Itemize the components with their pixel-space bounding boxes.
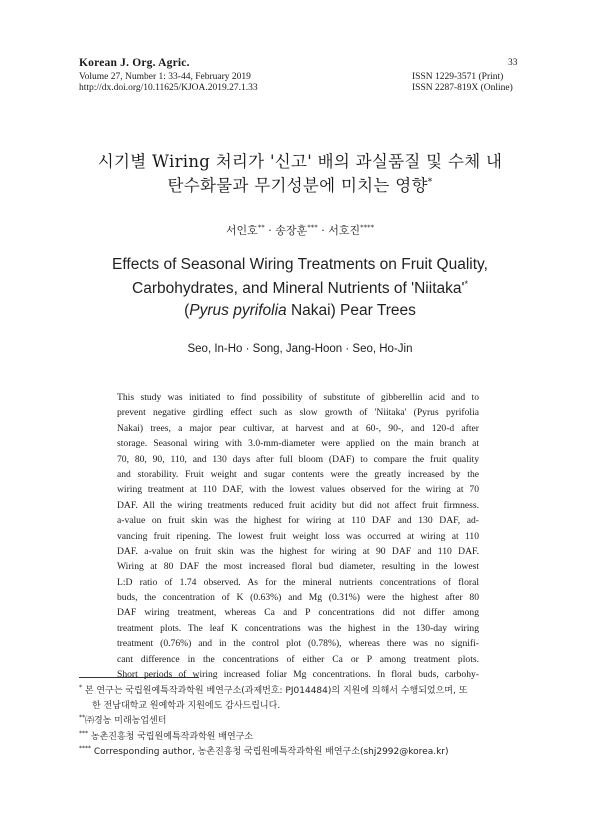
author-kr-3: 서호진	[328, 224, 361, 237]
footnote-affiliation-2	[79, 729, 253, 742]
title-english-line3	[40, 302, 560, 320]
author-kr-2: 송장훈	[275, 224, 308, 237]
abstract-line: and storability. Fruit weight and sugar contents were the greatly increased by the	[117, 468, 479, 480]
abstract-line: L:D ratio of 1.74 observed. As for the mineral nutrients concentrations of floral	[117, 576, 479, 588]
abstract-line: prevent negative girdling effect such as slow growth of 'Niitaka' (Pyrus pyrifolia	[117, 407, 479, 419]
author-kr-2-mark: ***	[307, 223, 318, 232]
abstract-line: 70, 80, 90, 110, and 130 days after full bloom (DAF) to compare the fruit quality	[117, 453, 479, 465]
footnote-funding-line1: 본 연구는 국립원예특작과학원 베연구소(과제번호: PJ014484)의 지원에 의해서 수행되었으며, 또	[84, 686, 468, 696]
title-english-mark: *	[464, 279, 468, 289]
abstract-line: DAF. a-value on fruit skin was the highest for wiring at 90 DAF and 110 DAF.	[117, 545, 479, 557]
abstract-line: DAF. All the wiring treatments reduced fruit acidity but did not affect fruit firmness.	[117, 499, 479, 511]
author-separator: ·	[321, 224, 325, 237]
page-number: 33	[508, 58, 518, 68]
abstract-line: DAF wiring treatment, whereas Ca and P concentrations did not differ among	[117, 607, 479, 619]
title-korean-line2-text: 탄수화물과 무기성분에 미치는 영향	[167, 176, 428, 195]
abstract-line: treatment (0.76%) and in the control plot (0.78%), whereas there was no signifi-	[117, 638, 479, 650]
title-english-line2	[40, 279, 560, 298]
doi-link[interactable]: http://dx.doi.org/10.11625/KJOA.2019.27.1.33	[79, 83, 258, 93]
footnote-mark: *	[79, 684, 82, 691]
footnote-divider	[79, 677, 199, 678]
title-footnote-mark: *	[427, 177, 433, 188]
title-english-line3-rest: Nakai) Pear Trees	[290, 302, 416, 319]
abstract-line: Wiring at 80 DAF the most increased floral bud diameter, resulting in the lowest	[117, 561, 479, 573]
species-name: Pyrus pyrifolia	[189, 302, 287, 319]
title-korean-line2	[40, 172, 560, 196]
abstract-line: storage. Seasonal wiring with 3.0-mm-diameter were applied on the main branch at	[117, 438, 479, 450]
footnote-funding	[79, 683, 467, 696]
author-kr-1-mark: **	[257, 223, 265, 232]
volume-info: Volume 27, Number 1: 33-44, February 2019	[79, 72, 251, 82]
abstract-line: buds, the concentration of K (0.63%) and Mg (0.31%) were the highest after 80	[117, 592, 479, 604]
author-kr-3-mark: ****	[360, 223, 375, 232]
footnote-funding-line2: 한 전남대학교 원예학과 지원에도 감사드립니다.	[92, 701, 281, 711]
footnote-mark: ***	[79, 730, 88, 737]
title-english-line2-text: Carbohydrates, and Mineral Nutrients of 'Niitaka'	[132, 280, 465, 298]
issn-online: ISSN 2287-819X (Online)	[412, 83, 513, 93]
abstract-line: Short periods of wiring increased foliar Mg concentrations. In floral buds, carbohy-	[117, 669, 479, 681]
author-kr-1: 서인호	[225, 224, 258, 237]
abstract	[117, 390, 479, 682]
issn-print: ISSN 1229-3571 (Print)	[412, 72, 504, 82]
abstract-line: vancing fruit ripening. The lowest fruit weight loss was occurred at wiring at 110	[117, 530, 479, 542]
footnote-corresponding-author	[79, 744, 449, 757]
footnote-affiliation-1-text: ㈜경농 미래농업센터	[85, 716, 167, 726]
title-korean-line1: 시기별 Wiring 처리가 '신고' 배의 과실품질 및 수체 내	[97, 152, 503, 171]
title-english-paren: (	[184, 302, 190, 319]
footnote-affiliation-1	[79, 713, 166, 726]
authors-korean	[40, 222, 560, 238]
abstract-line: wiring treatment at 110 DAF, with the lowest values observed for the wiring at 70	[117, 484, 479, 496]
footnote-corresponding-text: Corresponding author, 농촌진흥청 국립원예특작과학원 배연구소(shj2992@korea.kr)	[93, 747, 449, 757]
journal-name: Korean J. Org. Agric.	[79, 57, 190, 69]
footnote-affiliation-2-text: 농촌진흥청 국립원예특작과학원 배연구소	[90, 732, 254, 742]
abstract-line: Nakai) trees, a major pear cultivar, at harvest and at 60-, 90-, and 120-d after	[117, 422, 479, 434]
title-english-line1: Effects of Seasonal Wiring Treatments on Fruit Quality,	[112, 256, 488, 273]
abstract-line: This study was initiated to find possibility of substitute of gibberellin acid and to	[117, 392, 479, 403]
footnote-mark: ****	[79, 745, 91, 752]
footnote-mark: **	[79, 714, 85, 721]
author-separator: ·	[268, 224, 272, 237]
abstract-line: treatment plots. The leaf K concentrations was the highest in the 130-day wiring	[117, 622, 479, 634]
abstract-line: a-value on fruit skin was the highest for wiring at 110 DAF and 130 DAF, ad-	[117, 515, 479, 527]
authors-english: Seo, In-Ho · Song, Jang-Hoon · Seo, Ho-Jin	[187, 343, 413, 355]
abstract-line: cant difference in the concentrations of either Ca or P among treatment plots.	[117, 653, 479, 665]
